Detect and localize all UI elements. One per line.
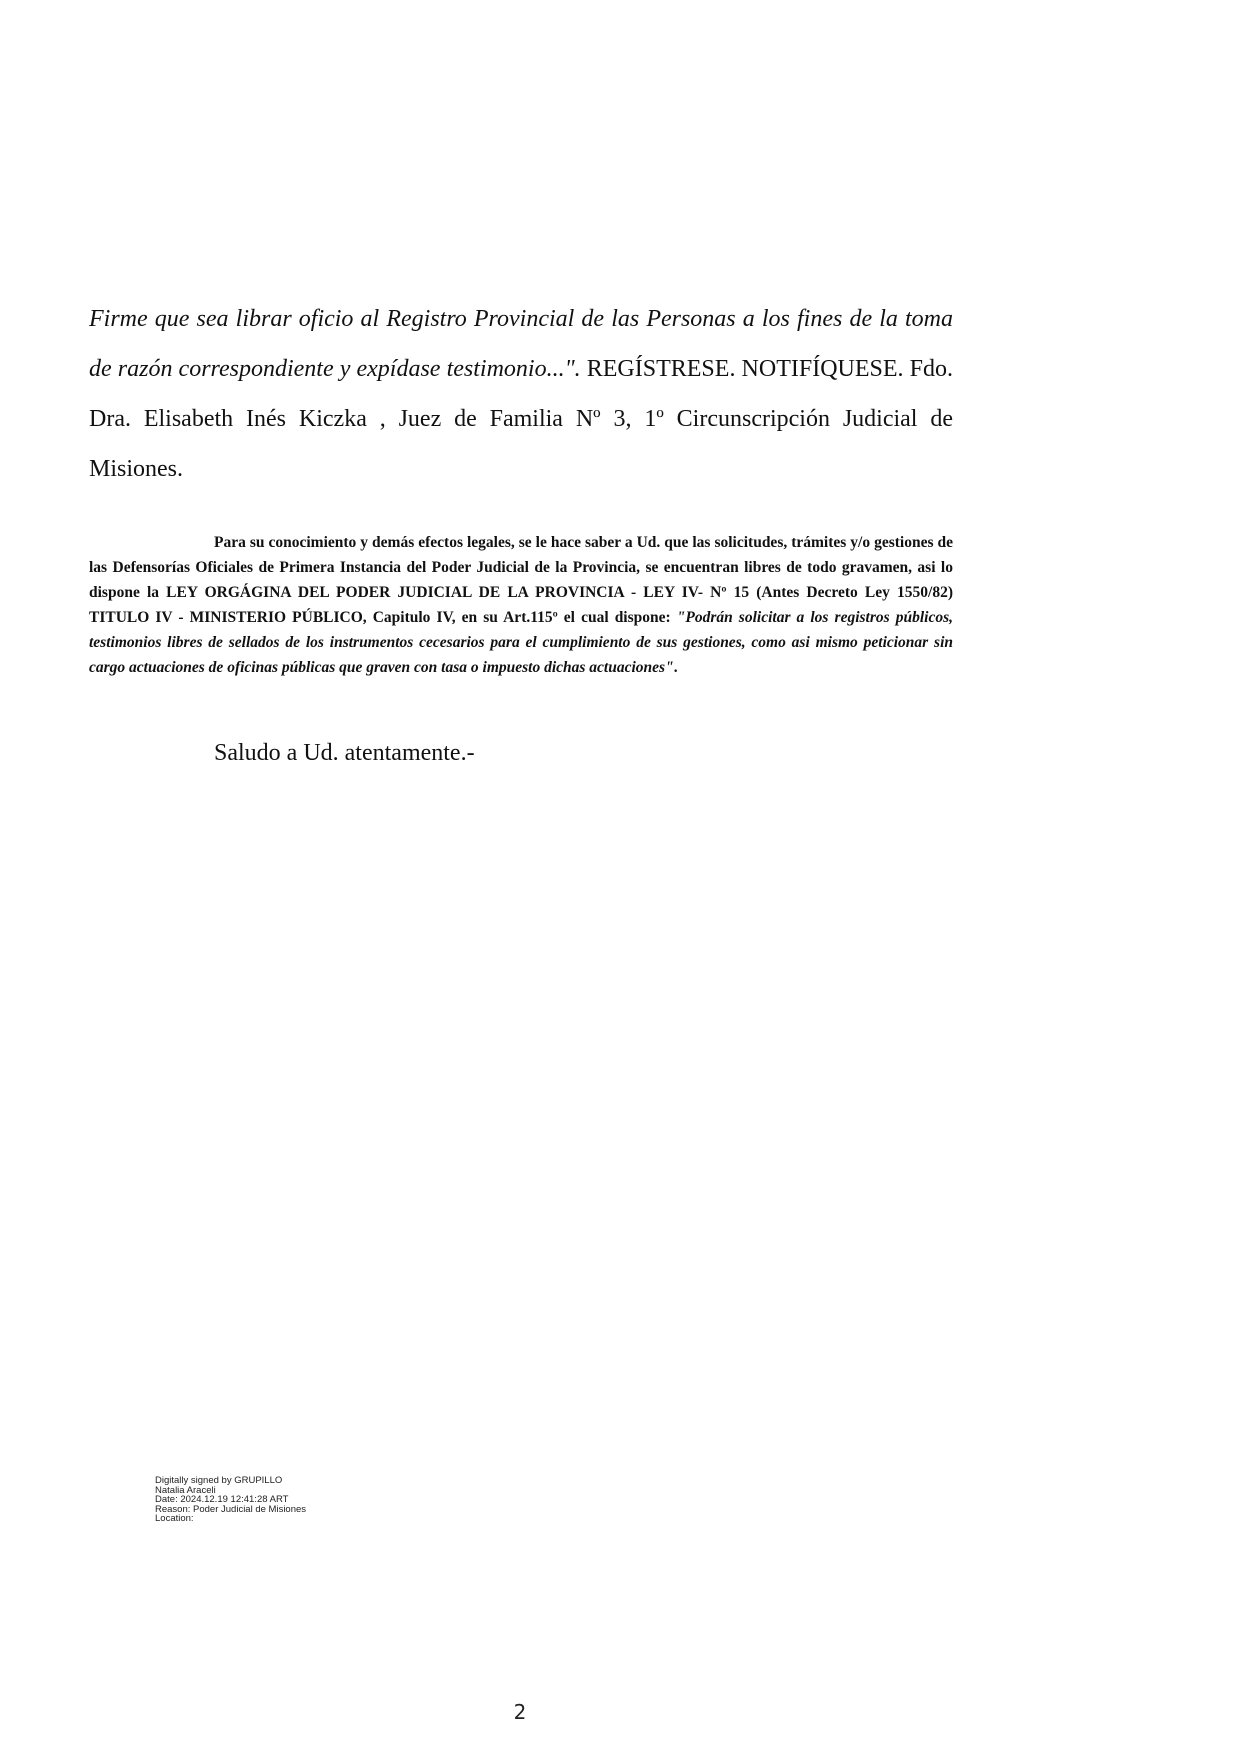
closing-salutation: Saludo a Ud. atentamente.-	[214, 740, 475, 766]
signature-reason: Reason: Poder Judicial de Misiones	[155, 1503, 307, 1515]
signature-location: Location:	[155, 1513, 194, 1525]
legal-notice-text: Para su conocimiento y demás efectos legales, se le hace saber a Ud. que las solicitudes, trámites y/o gestiones de las Defensorías Oficiales de Primera Instancia del Poder Judicial de la Provincia, se encuentran libres de todo gravamen, asi lo dispone la LEY ORGÁGINA DEL PODER JUDICIAL DE LA PROVINCIA - LEY IV- Nº 15 (Antes Decreto Ley 1550/82) TITULO IV - MINISTERIO PÚBLICO, Capitulo IV, en su Art.115º el cual dispone:	[89, 534, 953, 626]
signature-date: Date: 2024.12.19 12:41:28 ART	[155, 1494, 289, 1506]
page-number: 2	[513, 1700, 527, 1724]
resolution-paragraph	[89, 294, 953, 494]
legal-notice-quote: "Podrán solicitar a los registros públicos, testimonios libres de sellados de los instrumentos cecesarios para el cumplimiento de sus gestiones, como asi mismo peticionar sin cargo actuaciones de oficinas públicas que graven con tasa o impuesto dichas actuaciones"	[89, 609, 953, 676]
legal-notice-paragraph	[89, 530, 953, 680]
resolution-regular-text: REGÍSTRESE. NOTIFÍQUESE. Fdo. Dra. Elisabeth Inés Kiczka , Juez de Familia Nº 3, 1º Circunscripción Judicial de Misiones.	[89, 356, 953, 482]
digital-signature-block	[155, 1476, 306, 1524]
signature-signed-by: Digitally signed by GRUPILLO	[155, 1475, 283, 1486]
legal-notice-end: .	[673, 659, 678, 676]
resolution-italic-text: Firme que sea librar oficio al Registro Provincial de las Personas a los fines de la toma de razón correspondiente y expídase testimonio...".	[89, 306, 953, 382]
signature-name: Natalia Araceli	[155, 1484, 216, 1496]
